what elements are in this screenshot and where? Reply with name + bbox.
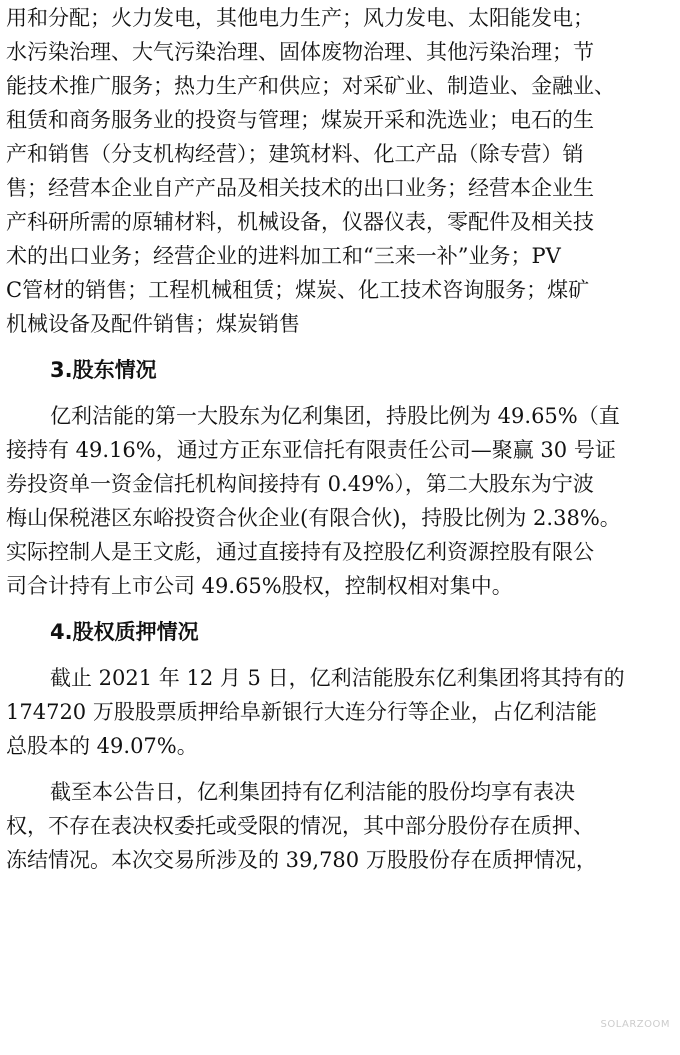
paragraph-line: 截止 2021 年 12 月 5 日，亿利洁能股东亿利集团将其持有的 (50, 666, 625, 690)
section-heading-shareholders: 3.股东情况 (50, 358, 157, 382)
document-page (6, 0, 674, 1055)
paragraph-line: 冻结情况。本次交易所涉及的 39,780 万股股份存在质押情况， (6, 848, 597, 872)
watermark: SOLARZOOM (600, 1019, 670, 1030)
paragraph-line: 截至本公告日，亿利集团持有亿利洁能的股份均享有表决 (50, 780, 575, 804)
scope-line: 用和分配；火力发电，其他电力生产；风力发电、太阳能发电； (6, 6, 594, 30)
scope-line: 售；经营本企业自产产品及相关技术的出口业务；经营本企业生 (6, 176, 594, 200)
paragraph-line: 司合计持有上市公司 49.65%股权，控制权相对集中。 (6, 574, 513, 598)
paragraph-line: 174720 万股股票质押给阜新银行大连分行等企业，占亿利洁能 (6, 700, 597, 724)
scope-line: 能技术推广服务；热力生产和供应；对采矿业、制造业、金融业、 (6, 74, 615, 98)
scope-line: 水污染治理、大气污染治理、固体废物治理、其他污染治理；节 (6, 40, 594, 64)
paragraph-line: 实际控制人是王文彪，通过直接持有及控股亿利资源控股有限公 (6, 540, 594, 564)
paragraph-line: 券投资单一资金信托机构间接持有 0.49%），第二大股东为宁波 (6, 472, 594, 496)
scope-line: C管材的销售；工程机械租赁；煤炭、化工技术咨询服务；煤矿 (6, 278, 590, 302)
scope-line: 产科研所需的原辅材料，机械设备，仪器仪表，零配件及相关技 (6, 210, 594, 234)
paragraph-line: 接持有 49.16%，通过方正东亚信托有限责任公司—聚赢 30 号证 (6, 438, 616, 462)
paragraph-line: 总股本的 49.07%。 (6, 734, 198, 758)
scope-line: 租赁和商务服务业的投资与管理；煤炭开采和洗选业；电石的生 (6, 108, 594, 132)
paragraph-line: 亿利洁能的第一大股东为亿利集团，持股比例为 49.65%（直 (50, 404, 620, 428)
paragraph-line: 权，不存在表决权委托或受限的情况，其中部分股份存在质押、 (6, 814, 594, 838)
scope-line: 产和销售（分支机构经营）；建筑材料、化工产品（除专营）销 (6, 142, 584, 166)
scope-line: 机械设备及配件销售；煤炭销售 (6, 312, 300, 336)
section-heading-pledge: 4.股权质押情况 (50, 620, 199, 644)
paragraph-line: 梅山保税港区东峪投资合伙企业(有限合伙)，持股比例为 2.38%。 (6, 506, 621, 530)
scope-line: 术的出口业务；经营企业的进料加工和“三来一补”业务；PV (6, 244, 561, 268)
